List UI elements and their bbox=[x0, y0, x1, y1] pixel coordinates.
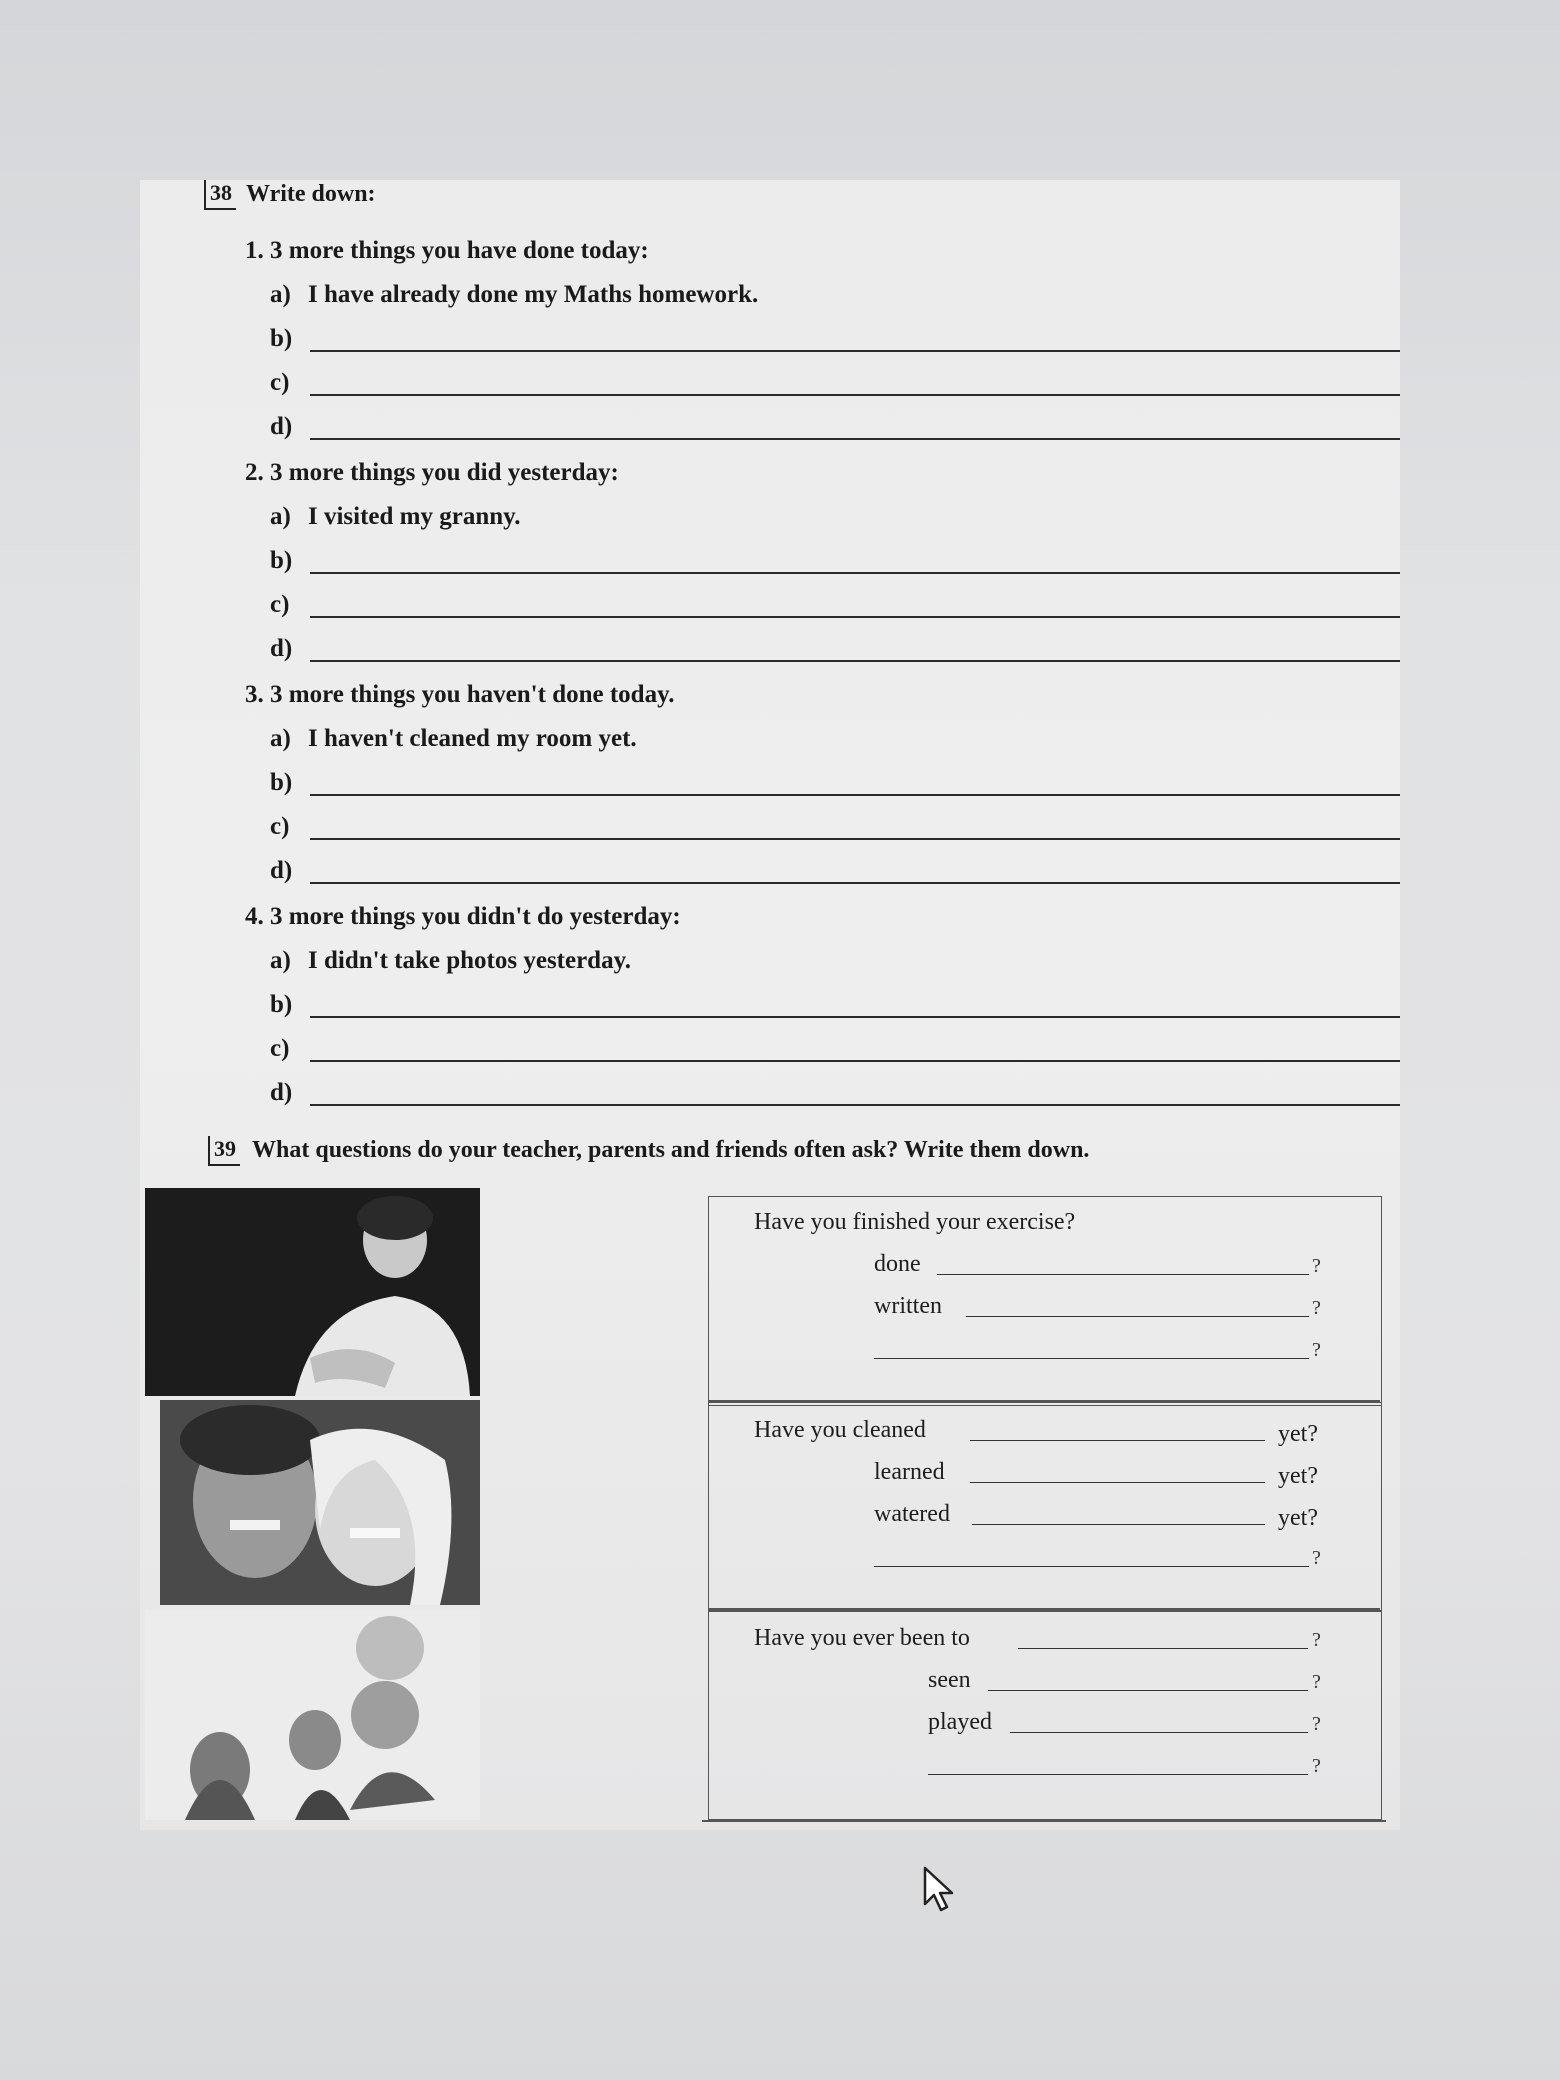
blank-label: d) bbox=[270, 635, 293, 662]
question-mark: ? bbox=[1312, 1629, 1321, 1651]
box2-yet: yet? bbox=[1278, 1421, 1318, 1447]
section-1-example-label: a) bbox=[270, 281, 291, 308]
question-mark: ? bbox=[1312, 1755, 1321, 1777]
box-separator bbox=[702, 1820, 1386, 1822]
blank-label: c) bbox=[270, 1035, 290, 1062]
exercise-38-title: Write down: bbox=[246, 181, 376, 207]
exercise-39-title: What questions do your teacher, parents and friends often ask? Write them down. bbox=[252, 1137, 1090, 1163]
box1-answer-line[interactable] bbox=[937, 1274, 1309, 1275]
answer-line[interactable] bbox=[310, 572, 1400, 574]
blank-label: b) bbox=[270, 547, 293, 574]
blank-label: d) bbox=[270, 413, 293, 440]
section-3-heading: 3. 3 more things you haven't done today. bbox=[245, 681, 675, 708]
box3-answer-line[interactable] bbox=[1010, 1732, 1308, 1733]
exercise-38-number: 38 bbox=[204, 180, 236, 210]
question-mark: ? bbox=[1312, 1339, 1321, 1361]
answer-line[interactable] bbox=[310, 660, 1400, 662]
box1-word-done: done bbox=[874, 1251, 921, 1277]
box3-answer-line[interactable] bbox=[988, 1690, 1308, 1691]
parents-photo-image bbox=[160, 1400, 480, 1605]
parents-photo bbox=[160, 1400, 480, 1605]
answer-line[interactable] bbox=[310, 882, 1400, 884]
section-1-example: I have already done my Maths homework. bbox=[308, 281, 759, 308]
section-3-example: I haven't cleaned my room yet. bbox=[308, 725, 637, 752]
answer-line[interactable] bbox=[310, 794, 1400, 796]
question-mark: ? bbox=[1312, 1297, 1321, 1319]
box2-answer-line[interactable] bbox=[874, 1566, 1309, 1567]
box2-word-watered: watered bbox=[874, 1501, 950, 1527]
section-1-heading: 1. 3 more things you have done today: bbox=[245, 237, 649, 264]
answer-line[interactable] bbox=[310, 350, 1400, 352]
blank-label: d) bbox=[270, 857, 293, 884]
section-2-heading: 2. 3 more things you did yesterday: bbox=[245, 459, 619, 486]
answer-line[interactable] bbox=[310, 1016, 1400, 1018]
worksheet-page bbox=[140, 180, 1400, 1830]
question-mark: ? bbox=[1312, 1713, 1321, 1735]
answer-line[interactable] bbox=[310, 616, 1400, 618]
box2-answer-line[interactable] bbox=[970, 1440, 1265, 1441]
question-mark: ? bbox=[1312, 1547, 1321, 1569]
answer-line[interactable] bbox=[310, 838, 1400, 840]
answer-line[interactable] bbox=[310, 1104, 1400, 1106]
question-mark: ? bbox=[1312, 1671, 1321, 1693]
section-2-example-label: a) bbox=[270, 503, 291, 530]
exercise-39-number: 39 bbox=[208, 1136, 240, 1166]
box2-yet: yet? bbox=[1278, 1505, 1318, 1531]
box2-answer-line[interactable] bbox=[970, 1482, 1265, 1483]
friends-photo bbox=[145, 1610, 480, 1820]
blank-label: c) bbox=[270, 813, 290, 840]
box2-answer-line[interactable] bbox=[972, 1524, 1265, 1525]
section-4-example: I didn't take photos yesterday. bbox=[308, 947, 631, 974]
teacher-photo bbox=[145, 1188, 480, 1396]
section-3-example-label: a) bbox=[270, 725, 291, 752]
section-4-example-label: a) bbox=[270, 947, 291, 974]
answer-line[interactable] bbox=[310, 1060, 1400, 1062]
box1-word-written: written bbox=[874, 1293, 942, 1319]
box2-yet: yet? bbox=[1278, 1463, 1318, 1489]
section-4-heading: 4. 3 more things you didn't do yesterday: bbox=[245, 903, 681, 930]
answer-line[interactable] bbox=[310, 438, 1400, 440]
box3-word-seen: seen bbox=[928, 1667, 971, 1693]
answer-line[interactable] bbox=[310, 394, 1400, 396]
teacher-photo-image bbox=[145, 1188, 480, 1396]
box2-word-learned: learned bbox=[874, 1459, 945, 1485]
section-2-example: I visited my granny. bbox=[308, 503, 521, 530]
blank-label: b) bbox=[270, 769, 293, 796]
question-mark: ? bbox=[1312, 1255, 1321, 1277]
blank-label: b) bbox=[270, 991, 293, 1018]
box2-lead: Have you cleaned bbox=[754, 1417, 926, 1443]
box3-word-played: played bbox=[928, 1709, 992, 1735]
box1-question: Have you finished your exercise? bbox=[754, 1209, 1076, 1235]
box3-answer-line[interactable] bbox=[928, 1774, 1308, 1775]
blank-label: c) bbox=[270, 369, 290, 396]
box3-lead: Have you ever been to bbox=[754, 1625, 970, 1651]
friends-photo-image bbox=[145, 1610, 480, 1820]
box3-answer-line[interactable] bbox=[1018, 1648, 1308, 1649]
box1-answer-line[interactable] bbox=[966, 1316, 1309, 1317]
blank-label: d) bbox=[270, 1079, 293, 1106]
blank-label: c) bbox=[270, 591, 290, 618]
mouse-pointer-icon bbox=[922, 1866, 958, 1919]
blank-label: b) bbox=[270, 325, 293, 352]
box1-answer-line[interactable] bbox=[874, 1358, 1309, 1359]
